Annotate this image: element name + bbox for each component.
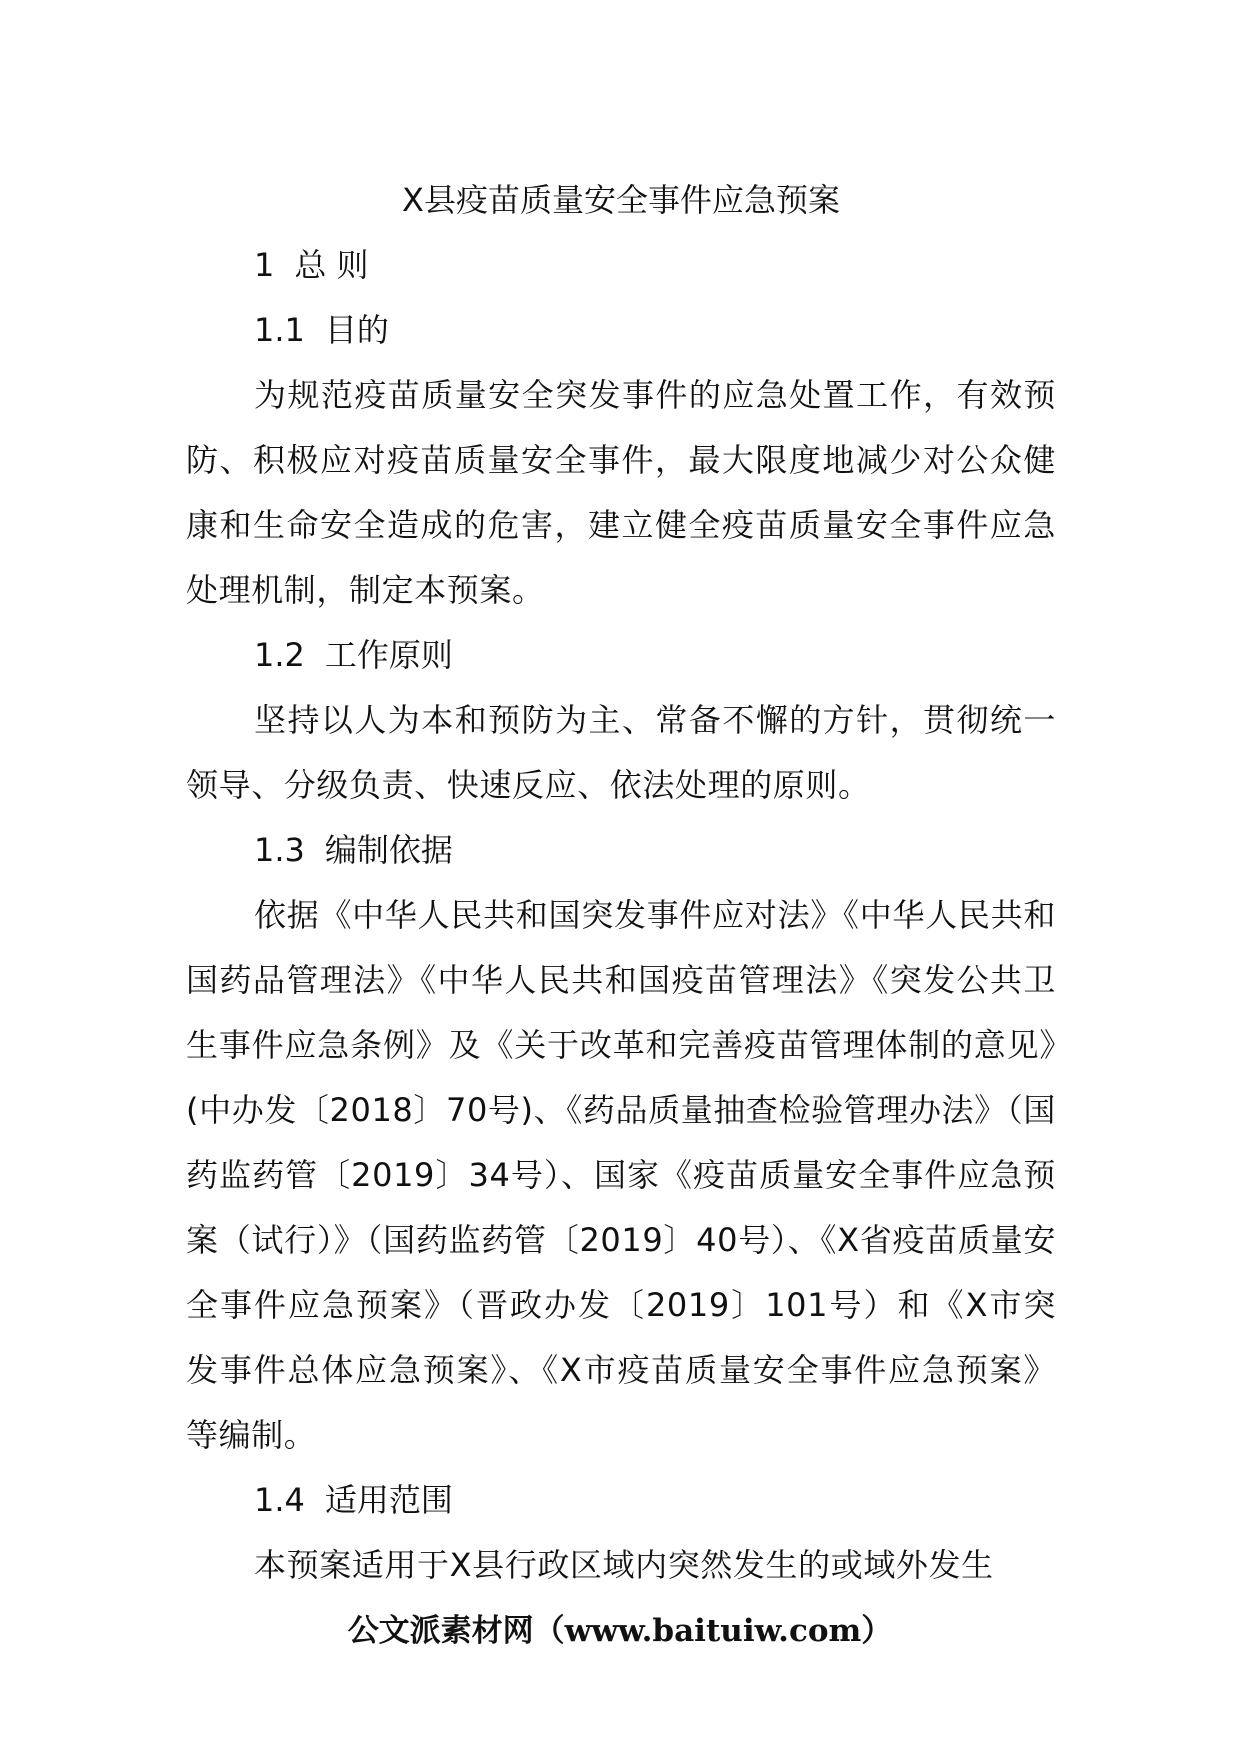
basis-paragraph: 依据《中华人民共和国突发事件应对法》《中华人民共和国药品管理法》《中华人民共和国疫苗管理法》《突发公共卫生事件应急条例》及《关于改革和完善疫苗管理体制的意见》(中办发〔2018〕70号)、《药品质量抽查检验管理办法》（国药监药管〔2019〕34号）、国家《疫苗质量安全事件应急预案（试行）》（国药监药管〔2019〕40号）、《X省疫苗质量安全事件应急预案》（晋政办发〔2019〕101号）和《X市突发事件总体应急预案》、《X市疫苗质量安全事件应急预案》等编制。 xyxy=(186,896,1056,1454)
section-1-2-heading xyxy=(186,623,1056,688)
principles-paragraph: 坚持以人为本和预防为主、常备不懈的方针，贯彻统一领导、分级负责、快速反应、依法处理的原则。 xyxy=(186,701,1056,804)
section-title: 总 则 xyxy=(294,246,369,284)
section-number: 1.4 xyxy=(254,1481,305,1519)
section-title: 目的 xyxy=(324,311,389,349)
source-watermark-footer: 公文派素材网（www.baituiw.com） xyxy=(347,1613,893,1649)
document-body xyxy=(186,168,1056,1598)
section-1-3-heading xyxy=(186,818,1056,883)
section-number: 1.2 xyxy=(254,636,305,674)
section-1-heading xyxy=(186,233,1056,298)
section-title: 编制依据 xyxy=(324,831,453,869)
section-number: 1.3 xyxy=(254,831,305,869)
section-number: 1 xyxy=(254,246,275,284)
scope-paragraph: 本预案适用于X县行政区域内突然发生的或域外发生 xyxy=(254,1546,994,1584)
section-1-1-heading xyxy=(186,298,1056,363)
document-title: X县疫苗质量安全事件应急预案 xyxy=(402,181,840,219)
section-number: 1.1 xyxy=(254,311,305,349)
section-title: 工作原则 xyxy=(324,636,453,674)
section-1-4-heading xyxy=(186,1468,1056,1533)
section-title: 适用范围 xyxy=(324,1481,453,1519)
purpose-paragraph: 为规范疫苗质量安全突发事件的应急处置工作，有效预防、积极应对疫苗质量安全事件，最大限度地减少对公众健康和生命安全造成的危害，建立健全疫苗质量安全事件应急处理机制，制定本预案。 xyxy=(186,376,1056,609)
